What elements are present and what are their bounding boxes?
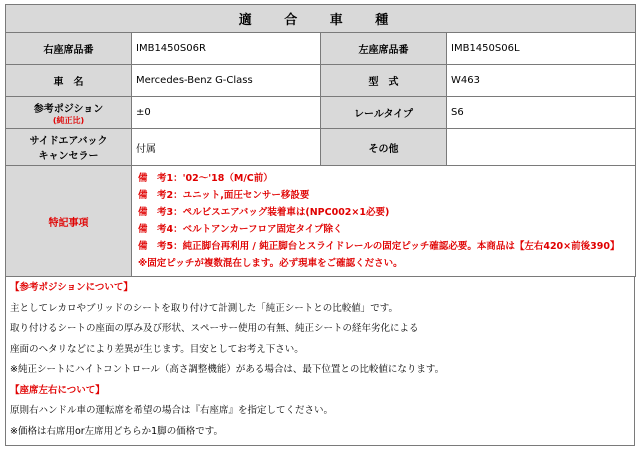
note-5: 備 考5：純正脚台再利用 / 純正脚台とスライドレールの固定ピッチ確認必要。本商品は【左右420×前後390】	[138, 241, 620, 252]
position-label: 参考ポジション	[33, 103, 104, 115]
rail-type-label: レールタイプ	[321, 97, 447, 129]
car-name-label: 車 名	[6, 65, 132, 97]
special-notes-label: 特記事項	[6, 166, 132, 277]
airbag-label-line1: サイドエアバック	[29, 136, 108, 147]
other-value	[447, 129, 636, 166]
info-box	[5, 277, 635, 446]
seat-line-1: 原則右ハンドル車の運転席を希望の場合は『右座席』を指定してください。	[10, 405, 334, 416]
airbag-label-cell	[6, 129, 132, 166]
note-1: 備 考1：'02～'18（M/C前）	[138, 173, 273, 184]
right-seat-label: 右座席品番	[6, 33, 132, 65]
seat-heading: 【座席左右について】	[10, 384, 105, 396]
other-label: その他	[321, 129, 447, 166]
airbag-value: 付属	[132, 129, 321, 166]
right-seat-value: IMB1450S06R	[132, 33, 321, 65]
position-line-2: 取り付けるシートの座面の厚み及び形状、スペーサー使用の有無、純正シートの経年劣化による	[10, 323, 419, 334]
seat-line-2: ※価格は右席用or左席用どちらか1脚の価格です。	[10, 425, 223, 437]
airbag-label-line2: キャンセラー	[38, 151, 99, 162]
note-4: 備 考4：ベルトアンカーフロア固定タイプ除く	[138, 224, 343, 235]
rail-type-value: S6	[447, 97, 636, 129]
left-seat-label: 左座席品番	[321, 33, 447, 65]
car-name-value: Mercedes-Benz G-Class	[132, 65, 321, 97]
note-6: ※固定ピッチが複数混在します。必ず現車をご確認ください。	[138, 258, 403, 269]
note-2: 備 考2：ユニット,面圧センサー移設要	[138, 190, 310, 201]
position-line-1: 主としてレカロやブリッドのシートを取り付けて計測した「純正シートとの比較値」です。	[10, 302, 398, 314]
special-notes-cell	[132, 166, 636, 277]
position-sublabel: (純正比)	[52, 115, 85, 125]
model-label: 型 式	[321, 65, 447, 97]
fitment-sheet	[5, 4, 635, 446]
position-heading: 【参考ポジションについて】	[10, 282, 133, 293]
model-value: W463	[447, 65, 636, 97]
position-line-3: 座面のヘタリなどにより差異が生じます。目安としてお考え下さい。	[10, 343, 304, 355]
table-title: 適 合 車 種	[6, 5, 636, 33]
fitment-table	[5, 4, 636, 277]
position-label-cell	[6, 97, 132, 129]
position-line-4: ※純正シートにハイトコントロール（高さ調整機能）がある場合は、最下位置との比較値になります。	[10, 364, 445, 375]
position-value: ±0	[132, 97, 321, 129]
left-seat-value: IMB1450S06L	[447, 33, 636, 65]
note-3: 備 考3：ペルビスエアバッグ装着車は(NPC002×1必要)	[138, 207, 390, 218]
